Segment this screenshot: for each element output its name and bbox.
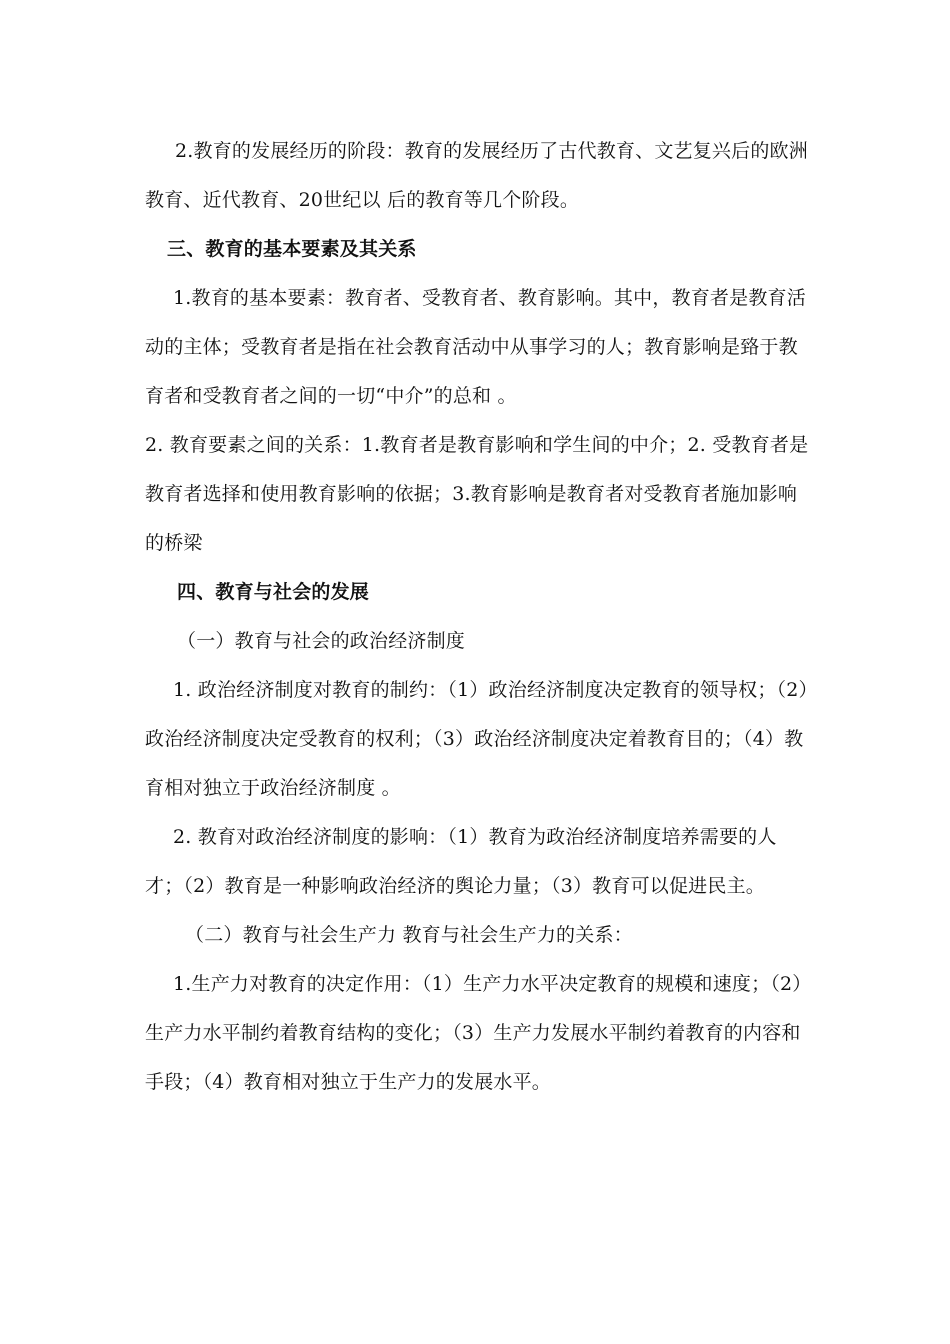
paragraph-politics-constraints: 1. 政治经济制度对教育的制约：（1）政治经济制度决定教育的领导权；（2）政治经济制度决定受教育的权利；（3）政治经济制度决定着教育目的；（4）教育相对独立于政治经济制度 。	[145, 679, 809, 799]
paragraph-elements-relationship: 2. 教育要素之间的关系：1.教育者是教育影响和学生间的中介；2. 受教育者是教育者选择和使用教育影响的依据；3.教育影响是教育者对受教育者施加影响的桥梁	[145, 434, 809, 554]
paragraph-politics-influence: 2. 教育对政治经济制度的影响：（1）教育为政治经济制度培养需要的人才；（2）教育是一种影响政治经济的舆论力量；（3）教育可以促进民主。	[145, 826, 777, 897]
subheading-productivity: （二）教育与社会生产力 教育与社会生产力的关系：	[185, 924, 633, 946]
heading-section-3: 三、教育的基本要素及其关系	[167, 238, 417, 260]
paragraph-education-stages: 2.教育的发展经历的阶段：教育的发展经历了古代教育、文艺复兴后的欧洲教育、近代教育、20世纪以 后的教育等几个阶段。	[145, 140, 808, 211]
subheading-politics-economy: （一）教育与社会的政治经济制度	[177, 630, 466, 652]
heading-section-4: 四、教育与社会的发展	[177, 581, 370, 603]
document-body	[145, 127, 810, 1107]
paragraph-productivity-role: 1.生产力对教育的决定作用：（1）生产力水平决定教育的规模和速度；（2）生产力水平制约着教育结构的变化；（3）生产力发展水平制约着教育的内容和手段；（4）教育相对独立于生产力的发展水平。	[145, 973, 803, 1093]
paragraph-basic-elements: 1.教育的基本要素：教育者、受教育者、教育影响。其中，教育者是教育活动的主体；受教育者是指在社会教育活动中从事学习的人；教育影响是臵于教育者和受教育者之间的一切“中介”的总和 。	[145, 287, 806, 407]
